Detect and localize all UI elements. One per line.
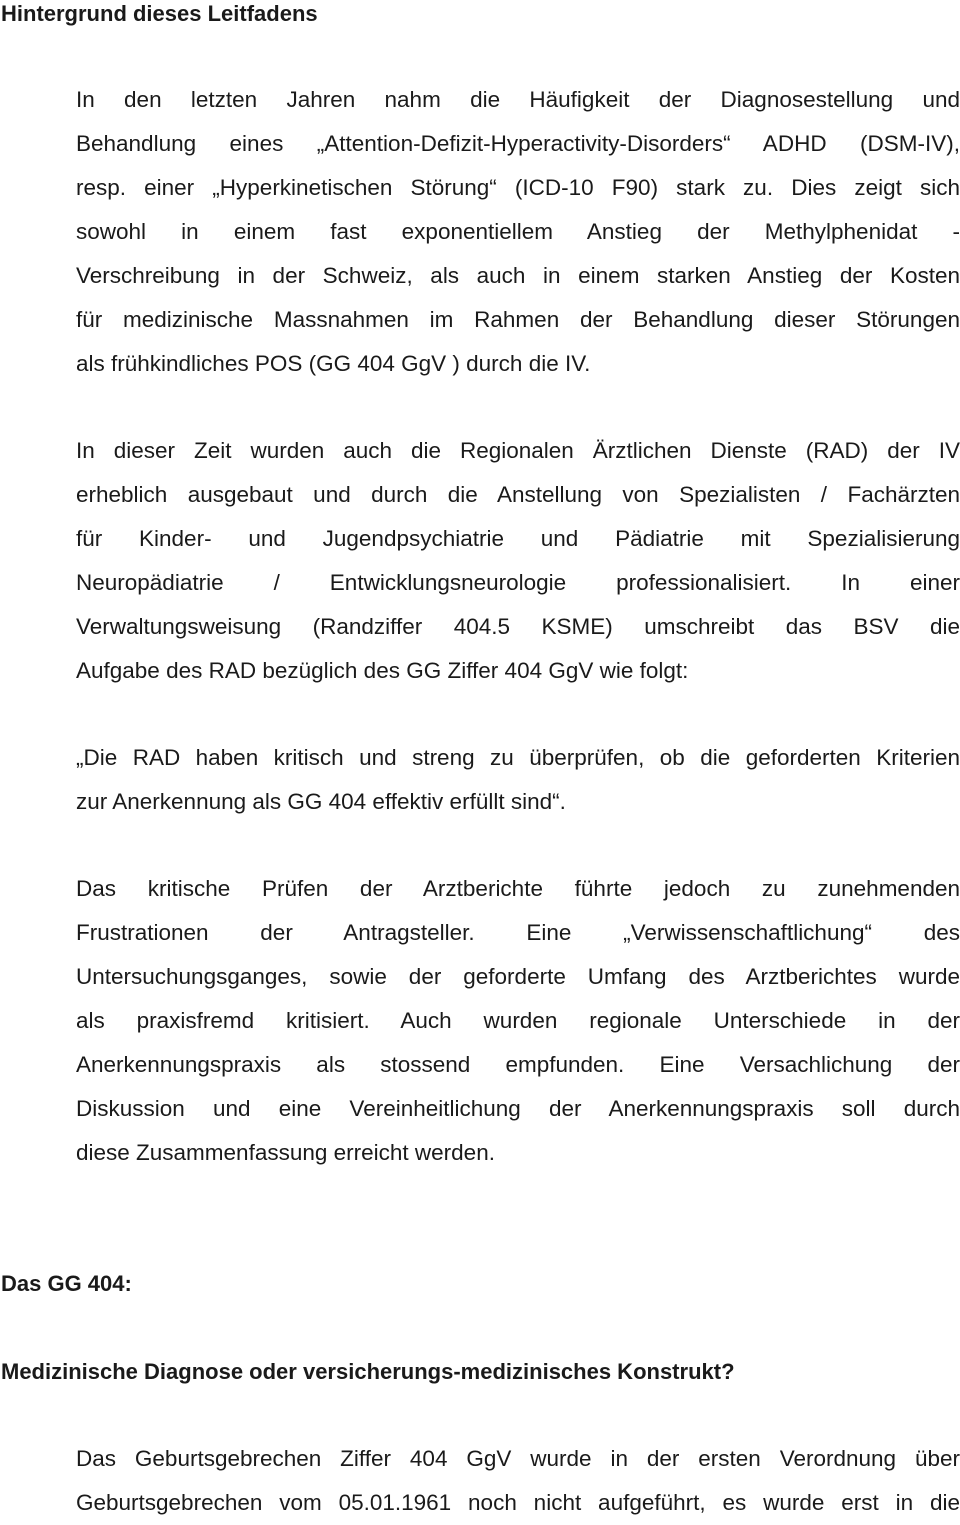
text-line: Frustrationen der Antragsteller. Eine „Verwissenschaftlichung“ des bbox=[76, 920, 960, 945]
text-line: Geburtsgebrechen vom 05.01.1961 noch nicht aufgeführt, es wurde erst in die bbox=[76, 1490, 960, 1515]
text-line: erheblich ausgebaut und durch die Anstellung von Spezialisten / Fachärzten bbox=[76, 482, 960, 507]
text-line: für medizinische Massnahmen im Rahmen der Behandlung dieser Störungen bbox=[76, 307, 960, 332]
text-line: diese Zusammenfassung erreicht werden. bbox=[76, 1140, 495, 1165]
text-line: Anerkennungspraxis als stossend empfunden. Eine Versachlichung der bbox=[76, 1052, 960, 1077]
paragraph-frustrations bbox=[76, 867, 960, 1175]
paragraph-adhd-increase bbox=[76, 78, 960, 386]
text-line: als frühkindliches POS (GG 404 GgV ) durch die IV. bbox=[76, 351, 591, 376]
section-heading-gg404: Das GG 404: bbox=[1, 1271, 132, 1296]
text-line: Aufgabe des RAD bezüglich des GG Ziffer 404 GgV wie folgt: bbox=[76, 658, 689, 683]
quote-rad-criteria bbox=[76, 736, 960, 824]
text-line: Das kritische Prüfen der Arztberichte führte jedoch zu zunehmenden bbox=[76, 876, 960, 901]
text-line: In den letzten Jahren nahm die Häufigkeit der Diagnosestellung und bbox=[76, 87, 960, 112]
text-line: In dieser Zeit wurden auch die Regionalen Ärztlichen Dienste (RAD) der IV bbox=[76, 438, 960, 463]
text-line: Neuropädiatrie / Entwicklungsneurologie professionalisiert. In einer bbox=[76, 570, 960, 595]
text-line: Diskussion und eine Vereinheitlichung der Anerkennungspraxis soll durch bbox=[76, 1096, 960, 1121]
text-line: als praxisfremd kritisiert. Auch wurden regionale Unterschiede in der bbox=[76, 1008, 960, 1033]
text-line: Untersuchungsganges, sowie der geforderte Umfang des Arztberichtes wurde bbox=[76, 964, 960, 989]
text-line: „Die RAD haben kritisch und streng zu überprüfen, ob die geforderten Kriterien bbox=[76, 745, 960, 770]
text-line: für Kinder- und Jugendpsychiatrie und Pädiatrie mit Spezialisierung bbox=[76, 526, 960, 551]
text-line: Behandlung eines „Attention-Defizit-Hyperactivity-Disorders“ ADHD (DSM-IV), bbox=[76, 131, 960, 156]
section-heading-background: Hintergrund dieses Leitfadens bbox=[1, 1, 318, 26]
paragraph-rad-expansion bbox=[76, 429, 960, 693]
text-line: sowohl in einem fast exponentiellem Anstieg der Methylphenidat - bbox=[76, 219, 960, 244]
text-line: Das Geburtsgebrechen Ziffer 404 GgV wurde in der ersten Verordnung über bbox=[76, 1446, 960, 1471]
paragraph-birth-defect-history bbox=[76, 1437, 960, 1525]
text-line: zur Anerkennung als GG 404 effektiv erfüllt sind“. bbox=[76, 789, 566, 814]
text-line: Verschreibung in der Schweiz, als auch in einem starken Anstieg der Kosten bbox=[76, 263, 960, 288]
section-heading-question: Medizinische Diagnose oder versicherungs-medizinisches Konstrukt? bbox=[1, 1359, 735, 1384]
text-line: Verwaltungsweisung (Randziffer 404.5 KSME) umschreibt das BSV die bbox=[76, 614, 960, 639]
text-line: resp. einer „Hyperkinetischen Störung“ (ICD-10 F90) stark zu. Dies zeigt sich bbox=[76, 175, 960, 200]
